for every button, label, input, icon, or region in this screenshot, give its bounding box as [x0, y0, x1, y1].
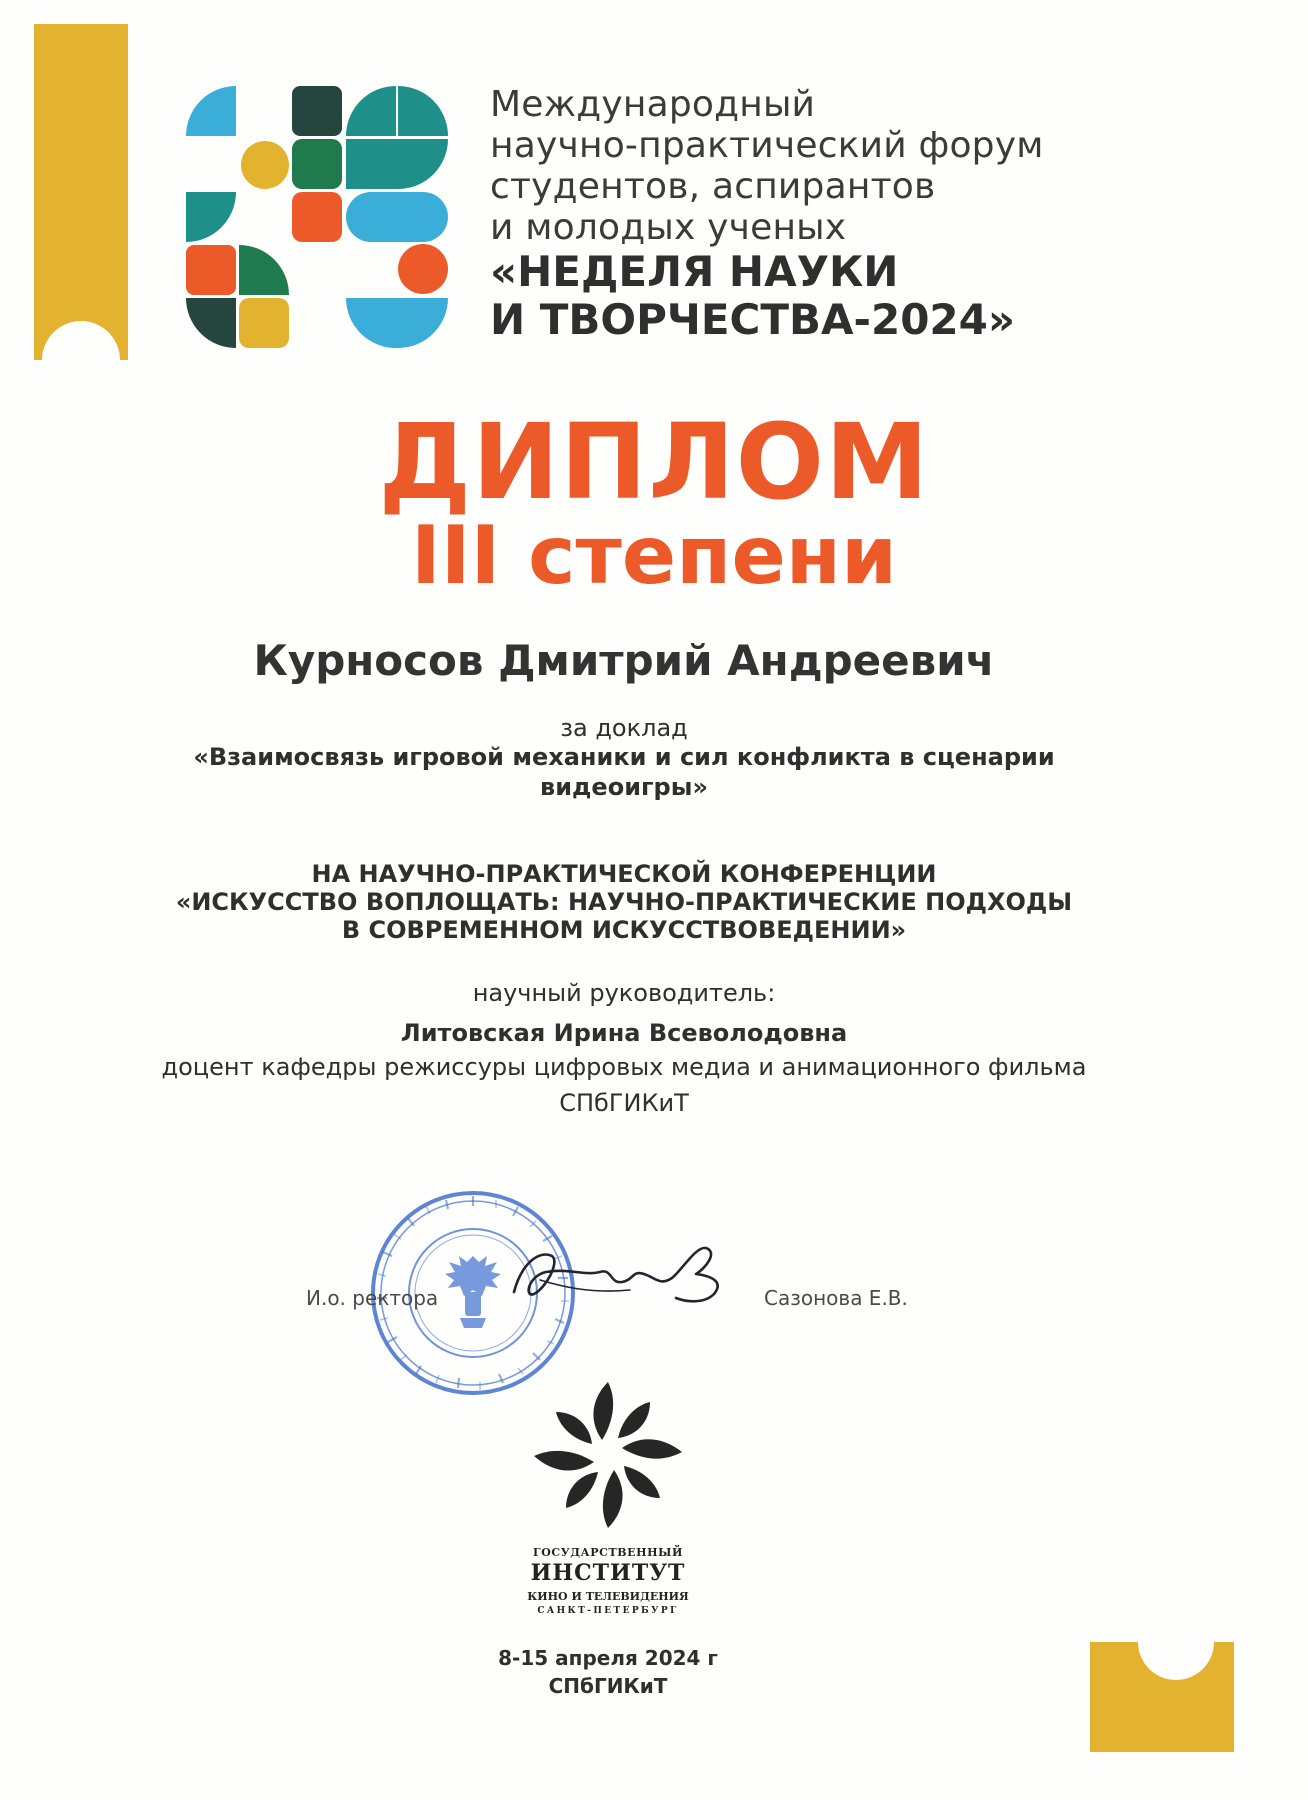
conference-line: НА НАУЧНО-ПРАКТИЧЕСКОЙ КОНФЕРЕНЦИИ	[311, 860, 937, 888]
footer-dates: 8-15 апреля 2024 г	[498, 1646, 718, 1670]
forum-title-line: «НЕДЕЛЯ НАУКИ	[490, 247, 899, 296]
footer-org: СПбГИКиТ	[548, 1674, 668, 1698]
conference-line: В СОВРЕМЕННОМ ИСКУССТВОВЕДЕНИИ»	[341, 916, 907, 944]
supervisor-label: научный руководитель:	[472, 979, 776, 1007]
diploma-title: ДИПЛОМ	[378, 401, 930, 523]
forum-line: научно-практический форум	[490, 125, 1044, 166]
forum-logo	[186, 86, 448, 348]
diploma-degree: III степени	[410, 509, 898, 602]
supervisor-position: доцент кафедры режиссуры цифровых медиа и анимационного фильма	[161, 1053, 1087, 1081]
institute-line: ИНСТИТУТ	[530, 1560, 686, 1586]
supervisor-name: Литовская Ирина Всеволодовна	[400, 1019, 848, 1047]
signature-name: Сазонова Е.В.	[764, 1286, 908, 1310]
signature-role: И.о. ректора	[306, 1286, 439, 1310]
conference-line: «ИСКУССТВО ВОПЛОЩАТЬ: НАУЧНО-ПРАКТИЧЕСКИЕ ПОДХОДЫ	[175, 888, 1073, 916]
institute-line: САНКТ-ПЕТЕРБУРГ	[537, 1606, 679, 1616]
rector-signature	[500, 1232, 740, 1322]
report-title-line: видеоигры»	[540, 773, 708, 801]
institute-line: КИНО И ТЕЛЕВИДЕНИЯ	[527, 1590, 689, 1603]
report-title-line: «Взаимосвязь игровой механики и сил конфликта в сценарии	[193, 743, 1055, 771]
institute-line: ГОСУДАРСТВЕННЫЙ	[533, 1546, 683, 1559]
forum-line: и молодых ученых	[490, 207, 847, 248]
institute-emblem	[532, 1380, 684, 1530]
forum-title-line: И ТВОРЧЕСТВА-2024»	[490, 295, 1015, 344]
recipient-name: Курносов Дмитрий Андреевич	[253, 636, 995, 685]
forum-line: студентов, аспирантов	[490, 166, 936, 207]
report-intro: за доклад	[560, 714, 688, 742]
yellow-band-decoration	[34, 24, 128, 360]
supervisor-org: СПбГИКиТ	[559, 1089, 689, 1117]
forum-heading	[490, 84, 1290, 344]
forum-line: Международный	[490, 84, 816, 125]
